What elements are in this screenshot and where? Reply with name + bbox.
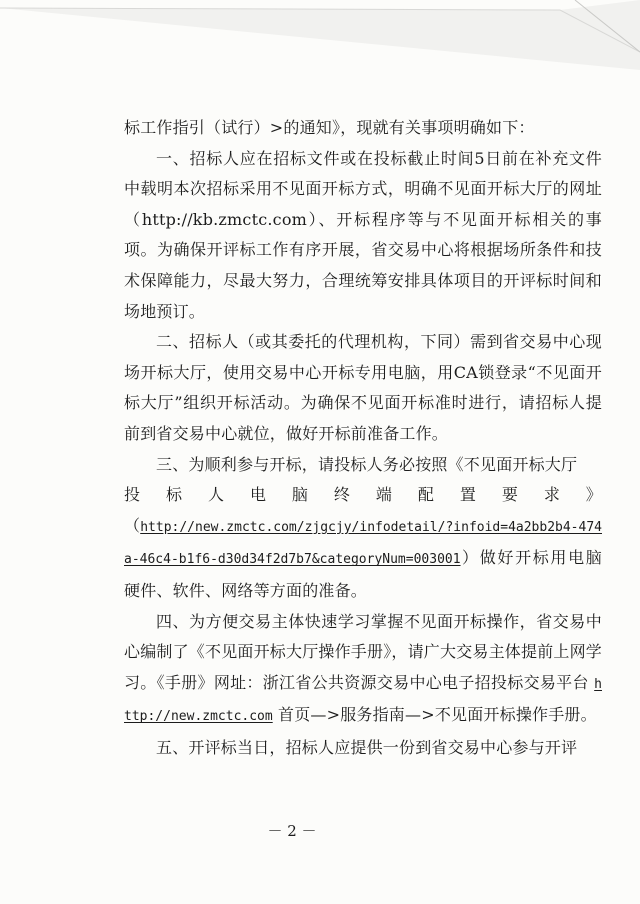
page-number: － 2 － (267, 822, 317, 840)
platform-link[interactable]: http://new.zmctc.com (124, 676, 602, 725)
item-3-line-2: 投标人电脑终端配置要求》 (124, 485, 602, 505)
intro-paragraph: 标工作指引（试行）>的通知》，现就有关事项明确如下： (124, 118, 535, 137)
item-4-tail: 首页—>服务指南—>不见面开标操作手册。 (272, 705, 597, 725)
document-body (124, 113, 602, 763)
item-3-paragraph-rest (124, 511, 602, 607)
item-3-tail: ）做好开标用电脑硬件、软件、网络等方面的准备。 (124, 548, 602, 600)
open-paren: （ (124, 515, 141, 535)
config-requirements-link[interactable]: http://new.zmctc.com/zjgcjy/infodetail/?infoid=4a2bb2b4-474a-46c4-b1f6-d30d34f2d7b7&categoryNum=003001 (124, 519, 602, 568)
item-1-paragraph: 一、招标人应在招标文件或在投标截止时间5日前在补充文件中载明本次招标采用不见面开标方式，明确不见面开标大厅的网址（http://kb.zmctc.com）、开标程序等与不见面开标相关的事项。为确保开评标工作有序开展，省交易中心将根据场所条件和技术保障能力，尽最大努力，合理统筹安排具体项目的开评标时间和场地预订。 (124, 148, 602, 321)
item-4-paragraph (124, 607, 602, 733)
page-fold-shadow (0, 0, 640, 70)
item-2-paragraph: 二、招标人（或其委托的代理机构，下同）需到省交易中心现场开标大厅，使用交易中心开标专用电脑，用CA锁登录“不见面开标大厅”组织开标活动。为确保不见面开标准时进行，请招标人提前到省交易中心就位，做好开标前准备工作。 (124, 332, 602, 443)
item-4-text: 四、为方便交易主体快速学习掌握不见面开标操作，省交易中心编制了《不见面开标大厅操作手册》，请广大交易主体提前上网学习。《手册》网址：浙江省公共资源交易中心电子招投标交易平台 (124, 611, 603, 692)
item-3-line-1: 三、为顺利参与开标，请投标人务必按照《不见面开标大厅 (156, 454, 578, 474)
item-5-paragraph: 五、开评标当日，招标人应提供一份到省交易中心参与开评 (156, 737, 578, 757)
